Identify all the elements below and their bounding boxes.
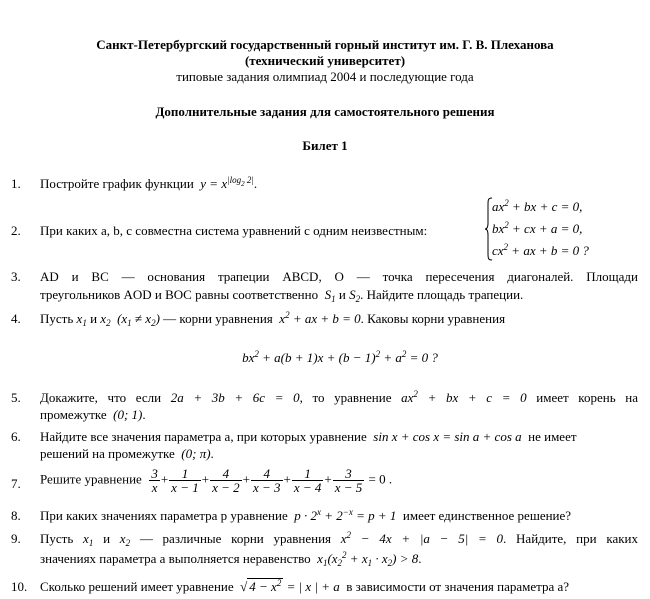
problem-number: 7. bbox=[11, 476, 21, 491]
formula: $y = x^{|log_2 2|}$ bbox=[200, 175, 254, 191]
olympiad-subtitle: типовые задания олимпиад 2004 и последующие года bbox=[176, 69, 474, 84]
problem-text: Постройте график функции bbox=[40, 176, 194, 191]
problem-number: 2. bbox=[11, 223, 21, 238]
problem-number: 6. bbox=[11, 429, 21, 444]
problem-number: 1. bbox=[11, 176, 21, 191]
problem-number: 8. bbox=[11, 508, 21, 523]
problem-text-line1: AD и BC — основания трапеции ABCD, O — точка пересечения диагоналей. Площади bbox=[40, 269, 638, 284]
problem-number: 4. bbox=[11, 311, 21, 326]
document-page: Санкт-Петербургский государственный горный институт им. Г. В. Плеханова (технический университет) типовые задания олимпиад 2004 и последующие года Дополнительные задания для самостоятельного решения Билет 1 1. Постройте график функции $y = x^{|log_2 2|}$. 2. При каких a, b, c совместна система уравнений с одним неизвестным: $ax^2$ + bx + c = 0, $bx^2$ + cx + a = 0, $cx^2$ + ax + b = 0 ? 3. AD и BC — основания трапеции ABCD, O — точка пересечения диагоналей. Площади треугольников AOD и BOC равны соответственно $S_1$ и $S_2$. Найдите площадь трапеции. 4. Пусть $x_1$ и $x_2$ $(x_1 \ne x_2)$ — корни уравнения $x^2$ + ax + b = 0. Каковы корни уравнения $bx^2 + a(b + 1)x + (b - 1)^2 + a^2 = 0$ ? 5. Докажите, что если 2a + 3b + 6c = 0, то уравнение $ax^2$ + bx + c = 0 имеет корень на промежутке (0; 1). 6. Найдите все значения параметра a, при которых уравнение sin x + cos x = sin a + cos a не имеет решений на промежутке (0; π). 7. Решите уравнение $\frac{3}{x}$ + $\frac{1}{x - 1}$ + $\frac{4}{x - 2}$ + $\frac{4}{x - 3}$ + $\frac{1}{x - 4}$ + $\frac{3}{x - 5}$ = 0 . 8. При каких значениях параметра p уравнение $p \cdot 2^x + 2^{-x} = p + 1$ имеет единственное решение? 9. Пусть $x_1$ и $x_2$ — различные корни уравнения $x^2 - 4x + |a - 5| = 0$. Найдите, при каких значениях параметра a выполняется неравенство $x_1(x_2^2 + x_1 \cdot x_2) > 8$. 10. Сколько решений имеет уравнение √ $4 - x^2$ = | x | + a в зависимости от значения параметра a? bbox=[0, 0, 650, 599]
institute-title: Санкт-Петербургский государственный горный институт им. Г. В. Плеханова bbox=[96, 37, 554, 52]
problem-number: 5. bbox=[11, 390, 21, 405]
problem-text: При каких a, b, c совместна система уравнений с одним неизвестным: bbox=[40, 223, 428, 238]
equation-system: $ax^2$ + bx + c = 0, $bx^2$ + cx + a = 0, $cx^2$ + ax + b = 0 ? bbox=[484, 197, 624, 261]
formula-display: $bx^2 + a(b + 1)x + (b - 1)^2 + a^2 = 0$ ? bbox=[242, 349, 438, 365]
university-subtitle: (технический университет) bbox=[244, 53, 406, 68]
problem-number: 9. bbox=[11, 531, 21, 546]
section-title: Дополнительные задания для самостоятельного решения bbox=[155, 104, 495, 119]
problem-number: 3. bbox=[11, 269, 21, 284]
problem-number: 10. bbox=[11, 579, 28, 594]
ticket-title: Билет 1 bbox=[302, 138, 348, 153]
